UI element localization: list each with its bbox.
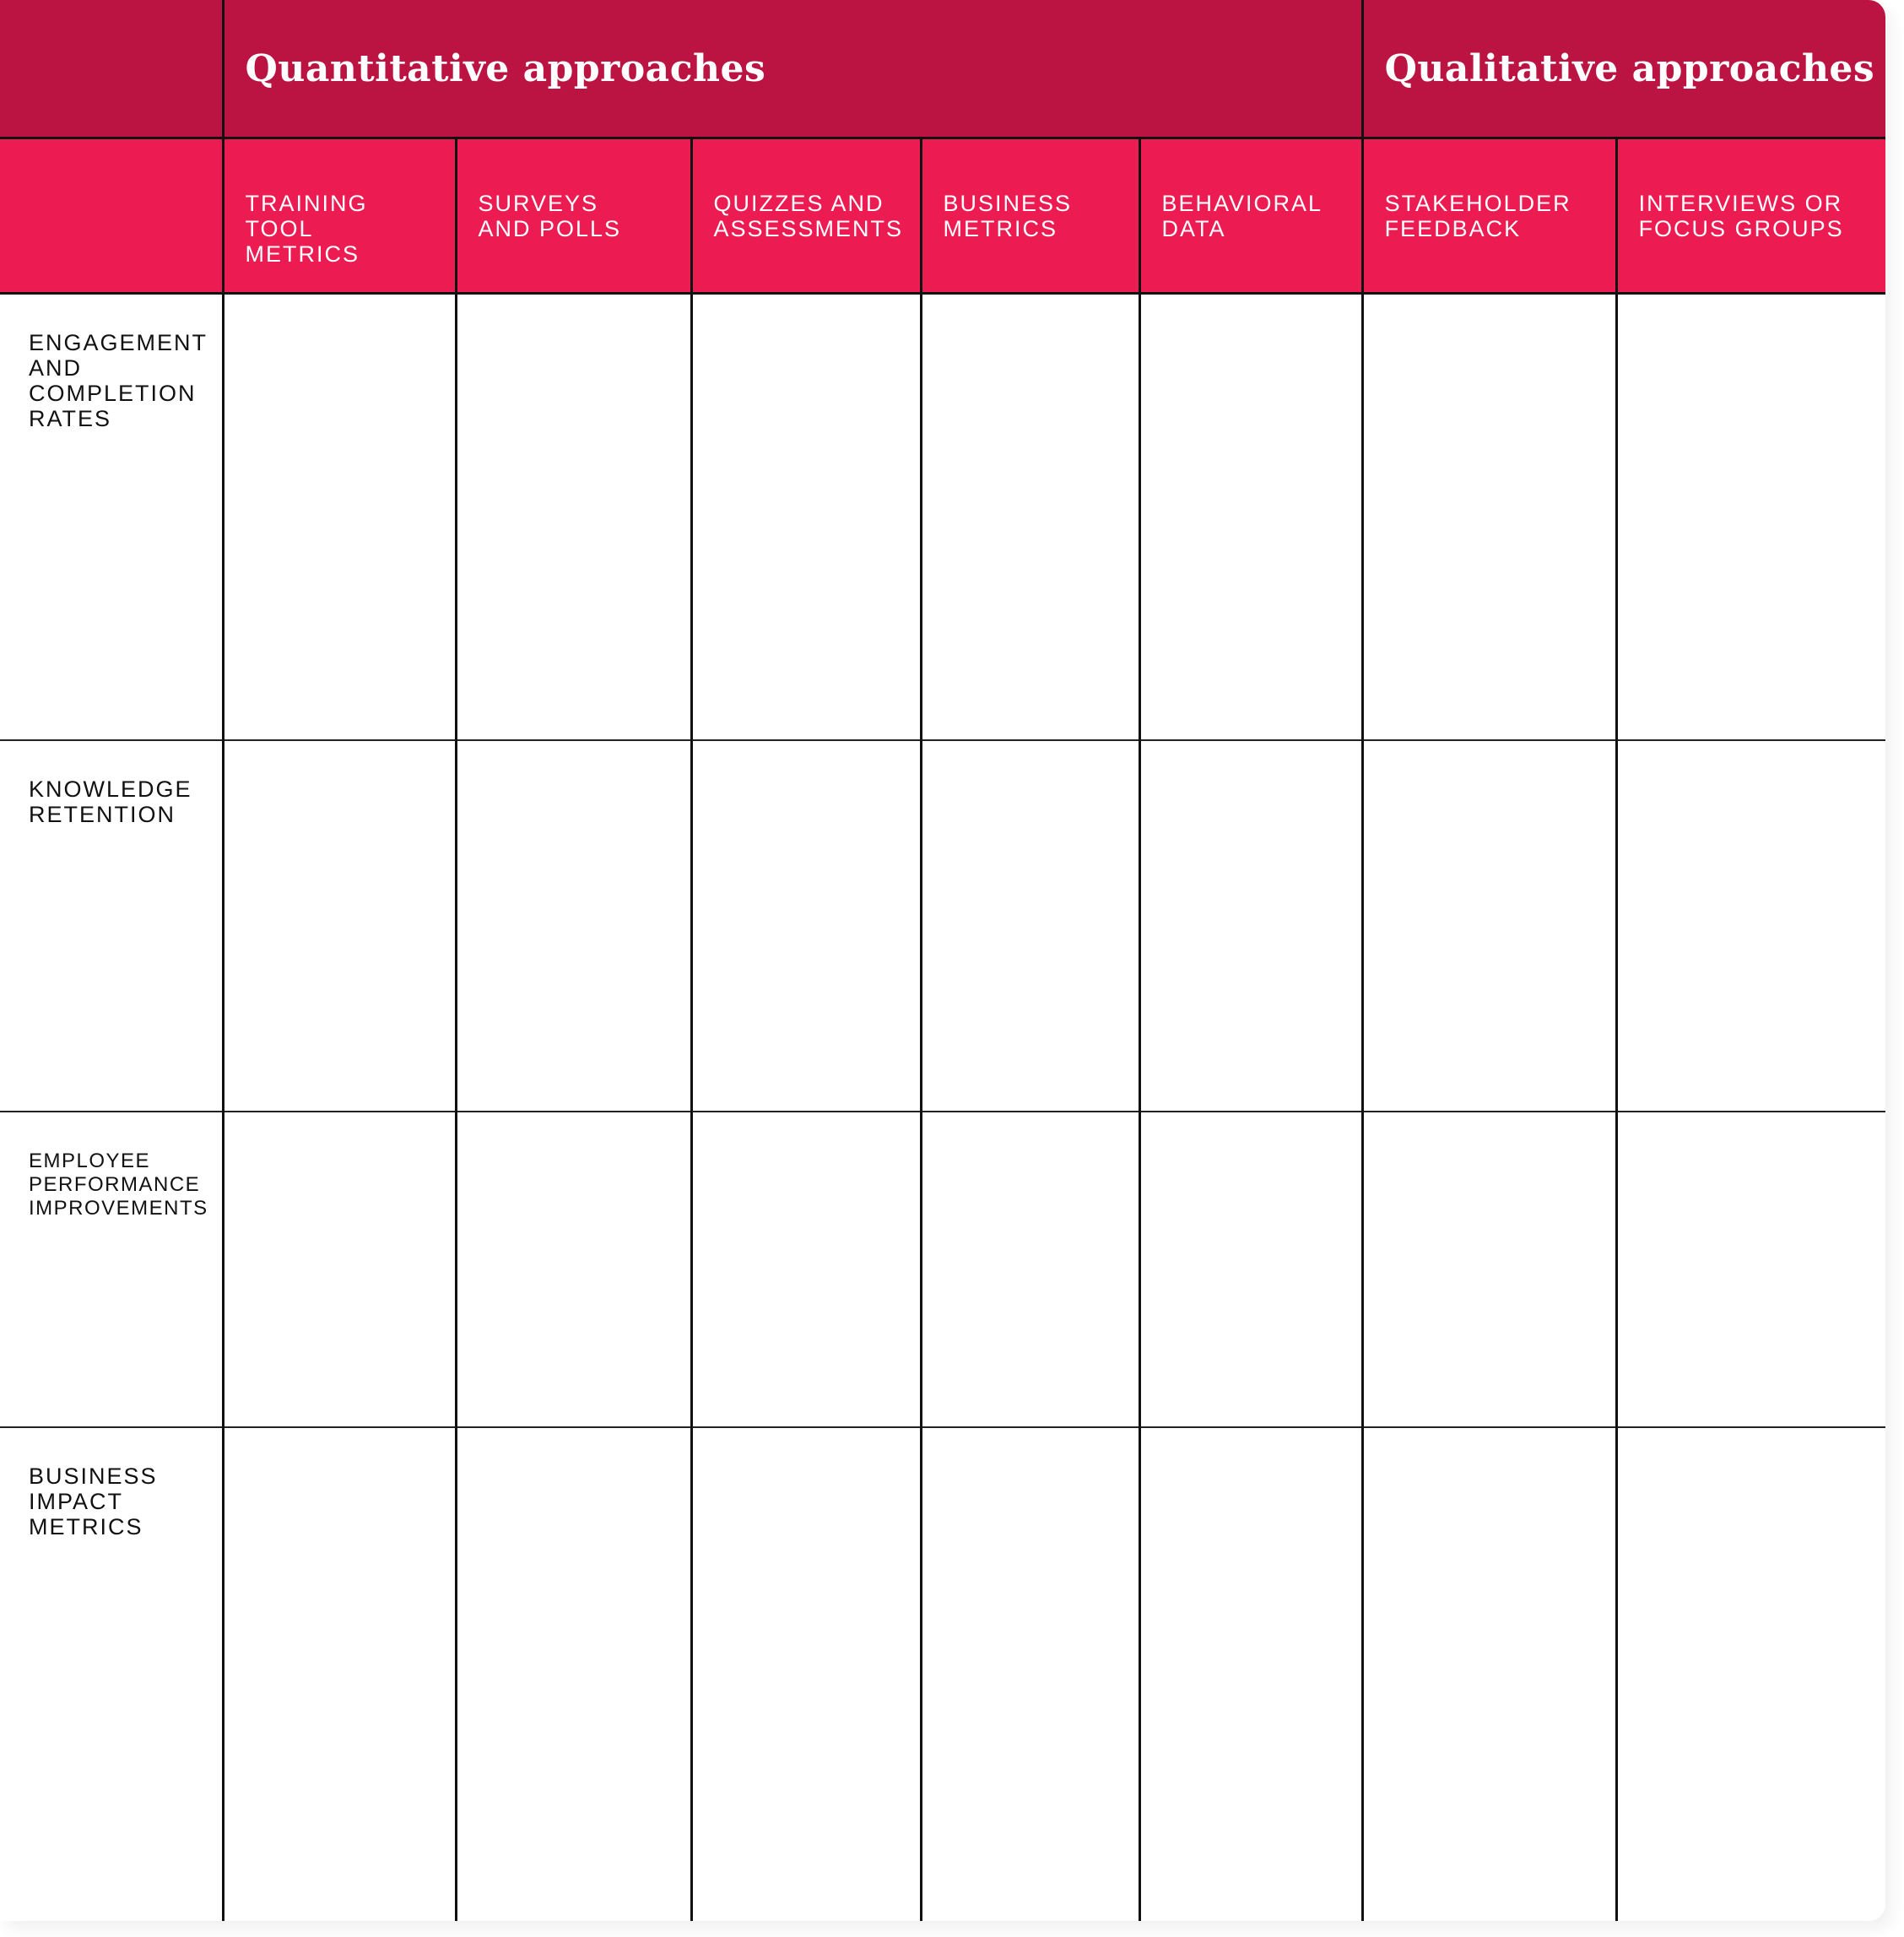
table-row-employee-performance [0, 1112, 1885, 1427]
matrix-cell[interactable] [1616, 1112, 1885, 1427]
matrix-cell[interactable] [921, 1427, 1139, 1921]
column-header-row [0, 138, 1885, 293]
matrix-cell[interactable] [456, 1112, 691, 1427]
group-header-quantitative [223, 0, 1362, 138]
row-label: BUSINESS IMPACT METRICS [29, 1464, 158, 1539]
corner-column-cell [0, 138, 223, 293]
matrix-cell[interactable] [1139, 1112, 1362, 1427]
matrix-cell[interactable] [691, 1427, 921, 1921]
matrix-cell[interactable] [223, 1427, 456, 1921]
group-header-row [0, 0, 1885, 138]
row-label: ENGAGEMENT AND COMPLETION RATES [29, 329, 208, 431]
matrix-cell[interactable] [1362, 1427, 1616, 1921]
table-row-engagement [0, 293, 1885, 740]
group-header-qualitative [1362, 0, 1885, 138]
matrix-cell[interactable] [1139, 293, 1362, 740]
matrix-cell[interactable] [1139, 1427, 1362, 1921]
table-row-business-impact [0, 1427, 1885, 1921]
row-header-business-impact [0, 1427, 223, 1921]
matrix-cell[interactable] [223, 293, 456, 740]
matrix-cell[interactable] [223, 740, 456, 1112]
column-header-quizzes-and-assessments [691, 138, 921, 293]
column-header-interviews-or-focus-groups [1616, 138, 1885, 293]
row-header-knowledge-retention [0, 740, 223, 1112]
column-header-business-metrics [921, 138, 1139, 293]
matrix-cell[interactable] [1616, 293, 1885, 740]
column-label: STAKEHOLDER FEEDBACK [1384, 190, 1571, 241]
matrix-cell[interactable] [1139, 740, 1362, 1112]
matrix-cell[interactable] [921, 293, 1139, 740]
matrix-cell[interactable] [1362, 740, 1616, 1112]
group-title-qualitative: Qualitative approaches [1384, 47, 1875, 91]
matrix-cell[interactable] [1362, 293, 1616, 740]
table-row-knowledge-retention [0, 740, 1885, 1112]
column-label: BUSINESS METRICS [943, 190, 1073, 241]
group-title-quantitative: Quantitative approaches [245, 47, 766, 91]
row-label: EMPLOYEE PERFORMANCE IMPROVEMENTS [29, 1150, 208, 1220]
column-header-behavioral-data [1139, 138, 1362, 293]
matrix-cell[interactable] [921, 1112, 1139, 1427]
matrix-cell[interactable] [223, 1112, 456, 1427]
matrix-cell[interactable] [1616, 1427, 1885, 1921]
column-header-stakeholder-feedback [1362, 138, 1616, 293]
matrix-cell[interactable] [691, 1112, 921, 1427]
column-label: SURVEYS AND POLLS [478, 190, 622, 241]
column-header-training-tool-metrics [223, 138, 456, 293]
matrix-cell[interactable] [691, 293, 921, 740]
matrix-cell[interactable] [456, 1427, 691, 1921]
matrix-cell[interactable] [1362, 1112, 1616, 1427]
row-header-engagement [0, 293, 223, 740]
matrix-cell[interactable] [921, 740, 1139, 1112]
column-label: QUIZZES AND ASSESSMENTS [713, 190, 904, 241]
column-header-surveys-and-polls [456, 138, 691, 293]
matrix-cell[interactable] [456, 293, 691, 740]
column-label: BEHAVIORAL DATA [1161, 190, 1323, 241]
row-header-employee-performance [0, 1112, 223, 1427]
column-label: INTERVIEWS OR FOCUS GROUPS [1638, 190, 1844, 241]
matrix-cell[interactable] [456, 740, 691, 1112]
matrix-cell[interactable] [1616, 740, 1885, 1112]
matrix-cell[interactable] [691, 740, 921, 1112]
column-label: TRAINING TOOL METRICS [245, 190, 368, 267]
row-label: KNOWLEDGE RETENTION [29, 776, 192, 827]
corner-group-cell [0, 0, 223, 138]
